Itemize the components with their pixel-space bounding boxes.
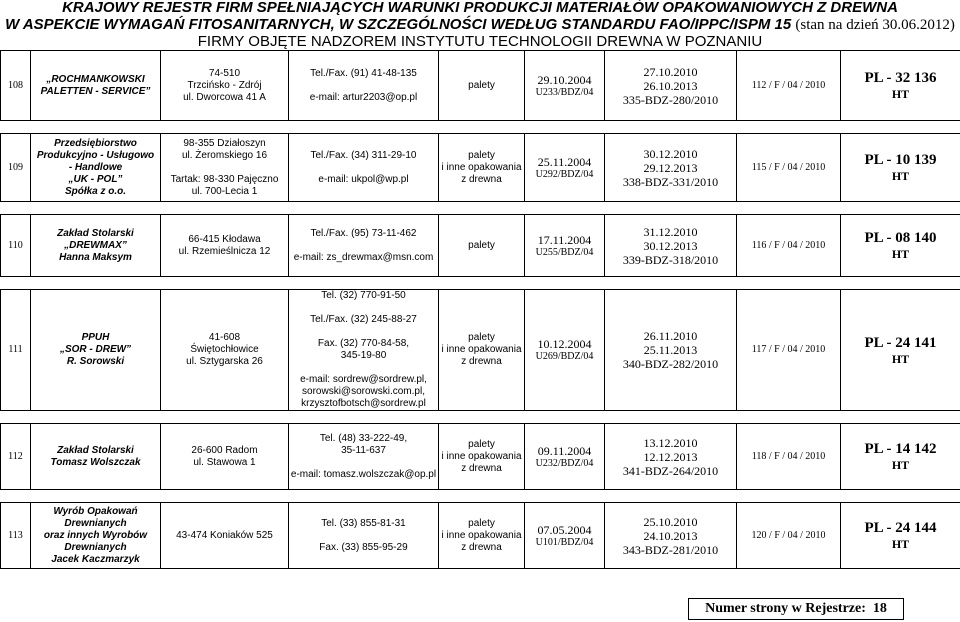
- cell-line: palety: [468, 149, 495, 161]
- cell-line: Hanna Maksym: [59, 251, 132, 263]
- cell-line: 66-415 Kłodawa: [188, 233, 261, 245]
- cell-line: Fax. (32) 770-84-58,: [317, 338, 410, 349]
- row-number: 110: [1, 215, 31, 277]
- cell-line: oraz innych Wyrobów: [43, 529, 148, 541]
- cell-line: i inne opakowania: [441, 161, 522, 173]
- cell-line: 12.12.2013: [643, 449, 698, 464]
- table-row: [1, 503, 960, 569]
- cell-line: 74-510: [208, 67, 241, 79]
- cell-line: Świętochłowice: [190, 344, 259, 355]
- ippc-code: [841, 215, 960, 277]
- supervision-heading: FIRMY OBJĘTE NADZOREM INSTYTUTU TECHNOLOGII DREWNA W POZNANIU: [197, 33, 763, 50]
- cell-line: ul. Dworcowa 41 A: [183, 91, 266, 103]
- cell-line: - Handlowe: [68, 161, 123, 173]
- product-type: [439, 215, 525, 277]
- cell-line: PL - 32 136: [864, 70, 937, 86]
- cell-line: [289, 162, 438, 174]
- row-number: 109: [1, 134, 31, 202]
- cell-line: 98-355 Działoszyn: [183, 137, 266, 149]
- cell-line: „SOR - DREW”: [59, 344, 132, 355]
- cell-line: palety: [468, 332, 495, 343]
- cell-line: U232/BDZ/04: [535, 457, 594, 469]
- cell-line: Trzcińsko - Zdrój: [187, 79, 262, 91]
- company-contact: [289, 215, 439, 277]
- registration-date: [525, 51, 605, 121]
- registration-date: [525, 215, 605, 277]
- product-type: [439, 51, 525, 121]
- ippc-code: [841, 503, 960, 569]
- cell-line: PALETTEN - SERVICE”: [40, 85, 151, 97]
- cell-line: z drewna: [461, 462, 502, 474]
- cell-line: HT: [891, 458, 910, 472]
- register-subtitle: [0, 17, 960, 33]
- cell-line: Zakład Stolarski: [57, 444, 134, 456]
- cell-line: Tel. (33) 855-81-31: [321, 517, 406, 529]
- page-number-label: Numer strony w Rejestrze:: [705, 601, 866, 616]
- cell-line: U233/BDZ/04: [535, 86, 594, 98]
- company-name: [31, 503, 161, 569]
- company-contact: [289, 51, 439, 121]
- cell-line: 13.12.2010: [643, 435, 698, 450]
- cell-line: ul. Sztygarska 26: [186, 356, 263, 367]
- cell-line: 26-600 Radom: [191, 444, 258, 456]
- cell-line: [289, 362, 438, 374]
- cell-line: 341-BDZ-264/2010: [622, 463, 719, 478]
- cell-line: 343-BDZ-281/2010: [622, 542, 719, 557]
- row-number: 108: [1, 51, 31, 121]
- registration-date: [525, 134, 605, 202]
- cell-line: [289, 530, 438, 542]
- cell-line: Tel./Fax. (32) 245-88-27: [310, 314, 417, 325]
- cell-line: [289, 457, 438, 469]
- cell-line: Tel. (32) 770-91-50: [321, 290, 406, 301]
- cell-line: PL - 14 142: [864, 441, 937, 457]
- cell-line: Fax. (33) 855-95-29: [319, 541, 408, 553]
- cell-line: Tel. (48) 33-222-49,: [319, 432, 408, 444]
- page-number: 18: [872, 601, 887, 616]
- cell-line: e-mail: ukpol@wp.pl: [318, 173, 409, 185]
- cell-line: 43-474 Koniaków 525: [176, 529, 273, 541]
- cell-line: 07.05.2004: [537, 522, 592, 537]
- certificate-number: 115 / F / 04 / 2010: [737, 134, 841, 202]
- company-contact: [289, 134, 439, 202]
- product-type: [439, 134, 525, 202]
- cell-line: 338-BDZ-331/2010: [622, 174, 719, 189]
- row-number: 113: [1, 503, 31, 569]
- status-date: (stan na dzień 30.06.2012): [795, 17, 955, 33]
- cell-line: [289, 302, 438, 314]
- cell-line: „ROCHMANKOWSKI: [46, 73, 145, 85]
- ippc-code: [841, 290, 960, 411]
- cell-line: krzysztofbotsch@sordrew.pl: [301, 398, 426, 409]
- cell-line: HT: [891, 247, 910, 261]
- registry-table: [0, 50, 960, 569]
- cell-line: 10.12.2004: [537, 337, 592, 351]
- cell-line: Tel./Fax. (34) 311-29-10: [310, 149, 417, 161]
- certificate-number: 116 / F / 04 / 2010: [737, 215, 841, 277]
- cell-line: „DREWMAX”: [64, 239, 127, 251]
- cell-line: 340-BDZ-282/2010: [622, 357, 719, 371]
- subtitle-text: W ASPEKCIE WYMAGAŃ FITOSANITARNYCH, W SZCZEGÓLNOŚCI WEDŁUG STANDARDU FAO/IPPC/ISPM 15: [5, 16, 792, 33]
- cell-line: z drewna: [461, 173, 502, 185]
- company-name: [31, 424, 161, 490]
- cell-line: 345-19-80: [340, 350, 387, 361]
- cell-line: Produkcyjno - Usługowo: [36, 149, 155, 161]
- cell-line: 335-BDZ-280/2010: [622, 92, 719, 107]
- company-name: [31, 51, 161, 121]
- page-number-box: [688, 598, 904, 620]
- table-row: [1, 215, 960, 277]
- product-type: [439, 424, 525, 490]
- cell-line: sorowski@sorowski.com.pl,: [302, 386, 425, 397]
- company-name: [31, 215, 161, 277]
- company-address: [161, 503, 289, 569]
- cell-line: palety: [468, 239, 495, 251]
- validity-dates: [605, 290, 737, 411]
- cell-line: 26.11.2010: [643, 329, 698, 343]
- cell-line: HT: [891, 351, 910, 366]
- cell-line: i inne opakowania: [441, 344, 522, 355]
- cell-line: 17.11.2004: [537, 232, 592, 247]
- certificate-number: 112 / F / 04 / 2010: [737, 51, 841, 121]
- cell-line: 35-11-637: [341, 444, 386, 456]
- cell-line: z drewna: [461, 356, 502, 367]
- cell-line: U255/BDZ/04: [535, 246, 594, 258]
- ippc-code: [841, 51, 960, 121]
- row-number: 112: [1, 424, 31, 490]
- company-name: [31, 134, 161, 202]
- company-contact: [289, 503, 439, 569]
- cell-line: ul. Rzemieślnicza 12: [178, 245, 271, 257]
- cell-line: U269/BDZ/04: [535, 351, 594, 362]
- cell-line: 09.11.2004: [537, 443, 592, 458]
- cell-line: U292/BDZ/04: [535, 168, 594, 180]
- cell-line: U101/BDZ/04: [535, 536, 594, 548]
- cell-line: [289, 80, 438, 92]
- company-address: [161, 51, 289, 121]
- cell-line: PL - 24 141: [864, 334, 937, 351]
- table-row: [1, 424, 960, 490]
- cell-line: 26.10.2013: [643, 78, 698, 93]
- company-name: [31, 290, 161, 411]
- ippc-code: [841, 424, 960, 490]
- registration-date: [525, 503, 605, 569]
- table-row: [1, 290, 960, 411]
- cell-line: 29.10.2004: [537, 72, 592, 87]
- validity-dates: [605, 51, 737, 121]
- cell-line: 29.12.2013: [643, 160, 698, 175]
- cell-line: 30.12.2013: [643, 238, 698, 253]
- cell-line: [161, 162, 288, 174]
- cell-line: Spółka z o.o.: [64, 185, 127, 197]
- cell-line: e-mail: artur2203@op.pl: [309, 91, 418, 103]
- cell-line: e-mail: tomasz.wolszczak@op.pl: [290, 468, 437, 480]
- cell-line: z drewna: [461, 541, 502, 553]
- cell-line: Zakład Stolarski: [57, 227, 134, 239]
- cell-line: Tartak: 98-330 Pajęczno: [170, 173, 279, 185]
- company-address: [161, 424, 289, 490]
- company-address: [161, 215, 289, 277]
- cell-line: R. Sorowski: [66, 356, 125, 367]
- company-address: [161, 290, 289, 411]
- cell-line: [289, 326, 438, 338]
- cell-line: Tomasz Wolszczak: [50, 456, 141, 468]
- cell-line: Tel./Fax. (95) 73-11-462: [310, 227, 417, 239]
- cell-line: 339-BDZ-318/2010: [622, 252, 719, 267]
- cell-line: 24.10.2013: [643, 528, 698, 543]
- cell-line: Tel./Fax. (91) 41-48-135: [310, 67, 417, 79]
- registration-date: [525, 290, 605, 411]
- cell-line: palety: [468, 517, 495, 529]
- table-row: [1, 51, 960, 121]
- cell-line: Drewnianych: [64, 517, 127, 529]
- company-address: [161, 134, 289, 202]
- cell-line: Przedsiębiorstwo: [54, 137, 137, 149]
- cell-line: PPUH: [81, 332, 110, 343]
- company-contact: [289, 424, 439, 490]
- cell-line: i inne opakowania: [441, 529, 522, 541]
- cell-line: 31.12.2010: [643, 224, 698, 239]
- validity-dates: [605, 215, 737, 277]
- cell-line: 25.11.2013: [643, 343, 698, 357]
- cell-line: PL - 24 144: [864, 520, 937, 536]
- cell-line: HT: [891, 87, 910, 101]
- product-type: [439, 290, 525, 411]
- product-type: [439, 503, 525, 569]
- cell-line: 41-608: [208, 332, 241, 343]
- cell-line: 25.10.2010: [643, 514, 698, 529]
- company-contact: [289, 290, 439, 411]
- row-number: 111: [1, 290, 31, 411]
- cell-line: 30.12.2010: [643, 146, 698, 161]
- cell-line: HT: [891, 169, 910, 183]
- cell-line: e-mail: zs_drewmax@msn.com: [293, 251, 434, 263]
- cell-line: HT: [891, 537, 910, 551]
- cell-line: 25.11.2004: [537, 154, 592, 169]
- register-title: KRAJOWY REJESTR FIRM SPEŁNIAJĄCYCH WARUNKI PRODUKCJI MATERIAŁÓW OPAKOWANIOWYCH Z DREWNA: [62, 0, 898, 16]
- cell-line: Drewnianych: [64, 541, 127, 553]
- cell-line: 27.10.2010: [643, 64, 698, 79]
- certificate-number: 117 / F / 04 / 2010: [737, 290, 841, 411]
- certificate-number: 118 / F / 04 / 2010: [737, 424, 841, 490]
- cell-line: „UK - POL”: [68, 173, 123, 185]
- validity-dates: [605, 424, 737, 490]
- cell-line: ul. 700-Lecia 1: [191, 185, 258, 197]
- certificate-number: 120 / F / 04 / 2010: [737, 503, 841, 569]
- validity-dates: [605, 134, 737, 202]
- cell-line: ul. Żeromskiego 16: [181, 149, 268, 161]
- cell-line: [289, 240, 438, 252]
- cell-line: Wyrób Opakowań: [53, 505, 138, 517]
- table-row: [1, 134, 960, 202]
- cell-line: PL - 08 140: [864, 230, 937, 246]
- cell-line: e-mail: sordrew@sordrew.pl,: [300, 374, 427, 385]
- cell-line: ul. Stawowa 1: [193, 456, 256, 468]
- cell-line: Jacek Kaczmarzyk: [51, 553, 140, 565]
- cell-line: palety: [468, 79, 495, 91]
- registration-date: [525, 424, 605, 490]
- cell-line: palety: [468, 438, 495, 450]
- cell-line: PL - 10 139: [864, 152, 937, 168]
- cell-line: i inne opakowania: [441, 450, 522, 462]
- validity-dates: [605, 503, 737, 569]
- ippc-code: [841, 134, 960, 202]
